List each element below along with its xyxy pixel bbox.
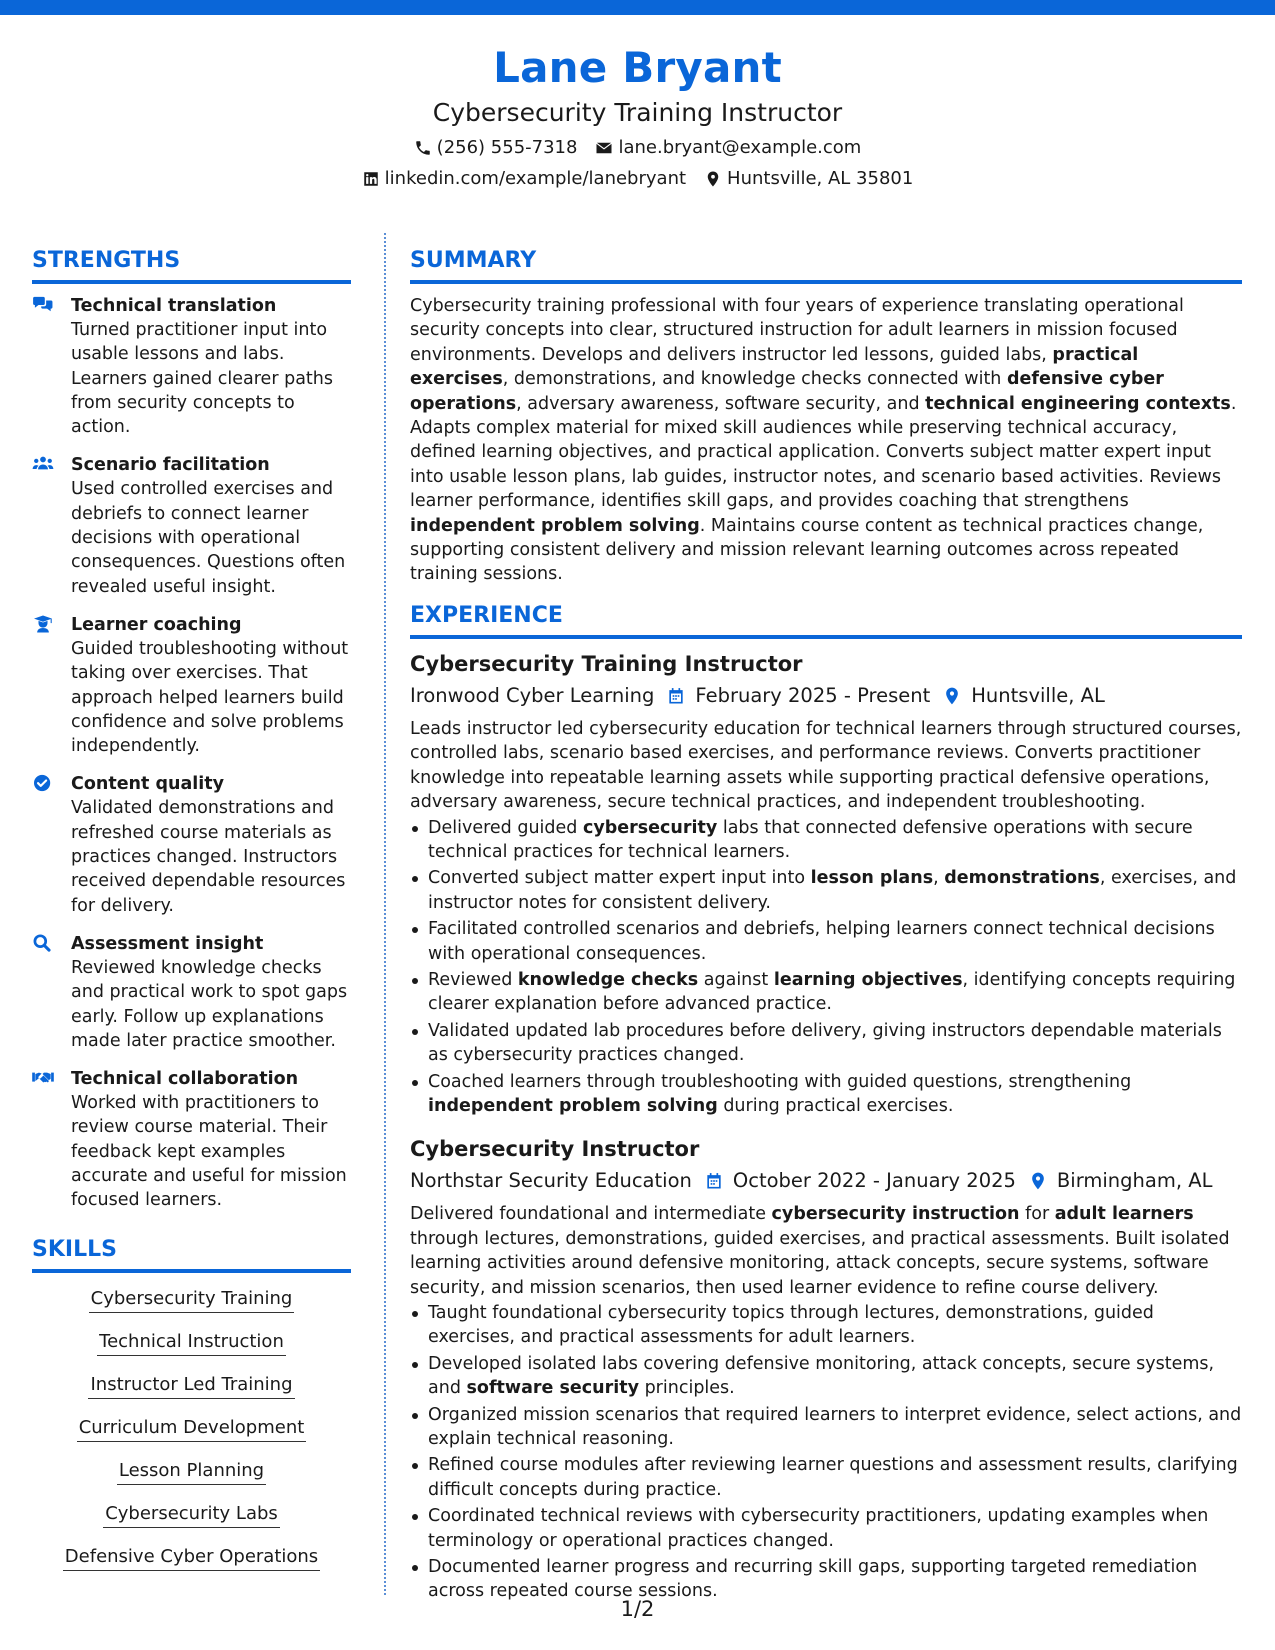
job-meta bbox=[410, 1166, 1242, 1196]
contact-row-2 bbox=[0, 167, 1275, 191]
strength-description: Worked with practitioners to review course material. Their feedback kept examples accurate and useful for mission focused learners. bbox=[71, 1093, 347, 1211]
job-bullets bbox=[410, 1301, 1242, 1604]
strength-item bbox=[32, 932, 351, 1053]
summary-heading: SUMMARY bbox=[410, 246, 1242, 284]
strength-title: Technical collaboration bbox=[71, 1069, 299, 1090]
bullet-item: Coordinated technical reviews with cybersecurity practitioners, updating examples when terminology or operational practices changed. bbox=[410, 1504, 1242, 1553]
email-contact[interactable] bbox=[595, 136, 861, 160]
top-accent-bar bbox=[0, 0, 1275, 15]
strength-title: Learner coaching bbox=[71, 614, 242, 635]
phone-number: (256) 555-7318 bbox=[436, 137, 578, 158]
bullet-item: Organized mission scenarios that required learners to interpret evidence, select actions, and explain technical reasoning. bbox=[410, 1403, 1242, 1452]
skills-heading: SKILLS bbox=[32, 1235, 351, 1273]
linkedin-url: linkedin.com/example/lanebryant bbox=[384, 168, 687, 189]
strength-title: Technical translation bbox=[71, 296, 277, 316]
map-pin-icon bbox=[1028, 1171, 1048, 1191]
strength-description: Guided troubleshooting without taking over exercises. That approach helped learners build confidence and solve problems independently. bbox=[71, 638, 349, 757]
bullet-item: Refined course modules after reviewing learner questions and assessment results, clarifying difficult concepts during practice. bbox=[410, 1453, 1242, 1502]
phone-icon bbox=[414, 139, 432, 157]
location-text: Huntsville, AL 35801 bbox=[727, 168, 914, 189]
right-column bbox=[410, 246, 1242, 1606]
calendar-icon bbox=[704, 1171, 724, 1191]
strength-title: Content quality bbox=[71, 774, 225, 795]
chat-bubbles-icon bbox=[32, 296, 54, 314]
job-dates: October 2022 - January 2025 bbox=[732, 1169, 1016, 1193]
map-pin-icon bbox=[704, 170, 722, 188]
job-bullets bbox=[410, 816, 1242, 1119]
location-contact bbox=[704, 167, 913, 191]
job-location: Birmingham, AL bbox=[1056, 1169, 1213, 1193]
phone-contact[interactable] bbox=[414, 136, 578, 160]
job-entry bbox=[410, 1134, 1242, 1604]
graduate-icon bbox=[32, 615, 54, 633]
column-divider bbox=[384, 233, 386, 1595]
map-pin-icon bbox=[942, 686, 962, 706]
experience-heading: EXPERIENCE bbox=[410, 601, 1242, 639]
skills-list bbox=[32, 1285, 351, 1571]
skill-item: Instructor Led Training bbox=[32, 1371, 351, 1399]
strength-description: Validated demonstrations and refreshed course materials as practices changed. Instructors received dependable resources for delivery. bbox=[71, 798, 346, 916]
contact-row-1 bbox=[0, 136, 1275, 160]
job-location: Huntsville, AL bbox=[971, 683, 1105, 707]
strength-item bbox=[32, 772, 351, 917]
email-address: lane.bryant@example.com bbox=[618, 137, 862, 158]
job-entry bbox=[410, 649, 1242, 1119]
job-description: Leads instructor led cybersecurity education for technical learners through structured courses, controlled labs, scenario based exercises, and performance reviews. Converts practitioner knowledge into repeatable learning assets while supporting practical defensive operations, adversary awareness, secure technical practices, and independent troubleshooting. bbox=[410, 718, 1242, 813]
job-description: Delivered foundational and intermediate cybersecurity instruction for adult learners through lectures, demonstrations, guided exercises, and practical assessments. Built isolated learning activities around defensive monitoring, attack concepts, secure systems, software security, and mission scenarios, then used learner evidence to refine course delivery. bbox=[410, 1204, 1230, 1298]
strengths-heading: STRENGTHS bbox=[32, 246, 351, 284]
strength-description: Used controlled exercises and debriefs to connect learner decisions with operational consequences. Questions often revealed useful insight. bbox=[71, 479, 346, 597]
strength-item bbox=[32, 613, 351, 758]
bullet-item: Coached learners through troubleshooting with guided questions, strengthening independent problem solving during practical exercises. bbox=[410, 1070, 1242, 1119]
job-meta bbox=[410, 681, 1242, 711]
users-group-icon bbox=[32, 455, 54, 473]
strength-item bbox=[32, 453, 351, 598]
bullet-item: Documented learner progress and recurring skill gaps, supporting targeted remediation across repeated course sessions. bbox=[410, 1555, 1242, 1604]
bullet-item: Developed isolated labs covering defensive monitoring, attack concepts, secure systems, and software security principles. bbox=[410, 1352, 1242, 1401]
candidate-name: Lane Bryant bbox=[493, 43, 782, 92]
magnifier-icon bbox=[32, 934, 54, 952]
bullet-item: Delivered guided cybersecurity labs that connected defensive operations with secure technical practices for technical learners. bbox=[410, 816, 1242, 865]
skill-item: Cybersecurity Labs bbox=[32, 1500, 351, 1528]
strength-title: Scenario facilitation bbox=[71, 455, 270, 476]
strength-description: Turned practitioner input into usable lessons and labs. Learners gained clearer paths from security concepts to action. bbox=[71, 320, 333, 438]
skill-item: Defensive Cyber Operations bbox=[32, 1543, 351, 1571]
linkedin-icon bbox=[362, 170, 380, 188]
job-company: Ironwood Cyber Learning bbox=[410, 683, 655, 707]
strengths-list bbox=[32, 294, 351, 1213]
job-title: Cybersecurity Training Instructor bbox=[410, 651, 803, 676]
strength-item bbox=[32, 294, 351, 439]
bullet-item: Validated updated lab procedures before delivery, giving instructors dependable materials as cybersecurity practices changed. bbox=[410, 1019, 1242, 1068]
envelope-icon bbox=[595, 139, 613, 157]
candidate-role: Cybersecurity Training Instructor bbox=[432, 98, 843, 127]
left-column bbox=[32, 246, 351, 1586]
strength-description: Reviewed knowledge checks and practical work to spot gaps early. Follow up explanations made later practice smoother. bbox=[71, 957, 348, 1051]
strength-title: Assessment insight bbox=[71, 933, 264, 954]
skill-item: Lesson Planning bbox=[32, 1457, 351, 1485]
linkedin-contact[interactable] bbox=[362, 167, 686, 191]
bullet-item: Facilitated controlled scenarios and debriefs, helping learners connect technical decisions with operational consequences. bbox=[410, 917, 1242, 966]
bullet-item: Reviewed knowledge checks against learning objectives, identifying concepts requiring clearer explanation before advanced practice. bbox=[410, 968, 1242, 1017]
resume-header bbox=[0, 40, 1275, 191]
job-company: Northstar Security Education bbox=[410, 1169, 692, 1193]
skill-item: Technical Instruction bbox=[32, 1328, 351, 1356]
summary-text: Cybersecurity training professional with four years of experience translating operational security concepts into clear, structured instruction for adult learners in mission focused environments. Develops and delivers instructor led lessons, guided labs, practical exercises, demonstrations, and knowledge checks connected with defensive cyber operations, adversary awareness, software security, and technical engineering contexts. Adapts complex material for mixed skill audiences while preserving technical accuracy, defined learning objectives, and practical application. Converts subject matter expert input into usable lesson plans, lab guides, instructor notes, and scenario based activities. Reviews learner performance, identifies skill gaps, and provides coaching that strengthens independent problem solving. Maintains course content as technical practices change, supporting consistent delivery and mission relevant learning outcomes across repeated training sessions. bbox=[410, 296, 1237, 585]
bullet-item: Taught foundational cybersecurity topics through lectures, demonstrations, guided exercises, and practical assessments for adult learners. bbox=[410, 1301, 1242, 1350]
skill-item: Cybersecurity Training bbox=[32, 1285, 351, 1313]
bullet-item: Converted subject matter expert input into lesson plans, demonstrations, exercises, and instructor notes for consistent delivery. bbox=[410, 866, 1242, 915]
job-dates: February 2025 - Present bbox=[695, 683, 931, 707]
job-title: Cybersecurity Instructor bbox=[410, 1137, 700, 1162]
calendar-icon bbox=[666, 686, 686, 706]
page-number: 1/2 bbox=[620, 1597, 655, 1621]
handshake-icon bbox=[32, 1069, 54, 1087]
skill-item: Curriculum Development bbox=[32, 1414, 351, 1442]
strength-item bbox=[32, 1067, 351, 1212]
check-circle-icon bbox=[32, 774, 54, 792]
